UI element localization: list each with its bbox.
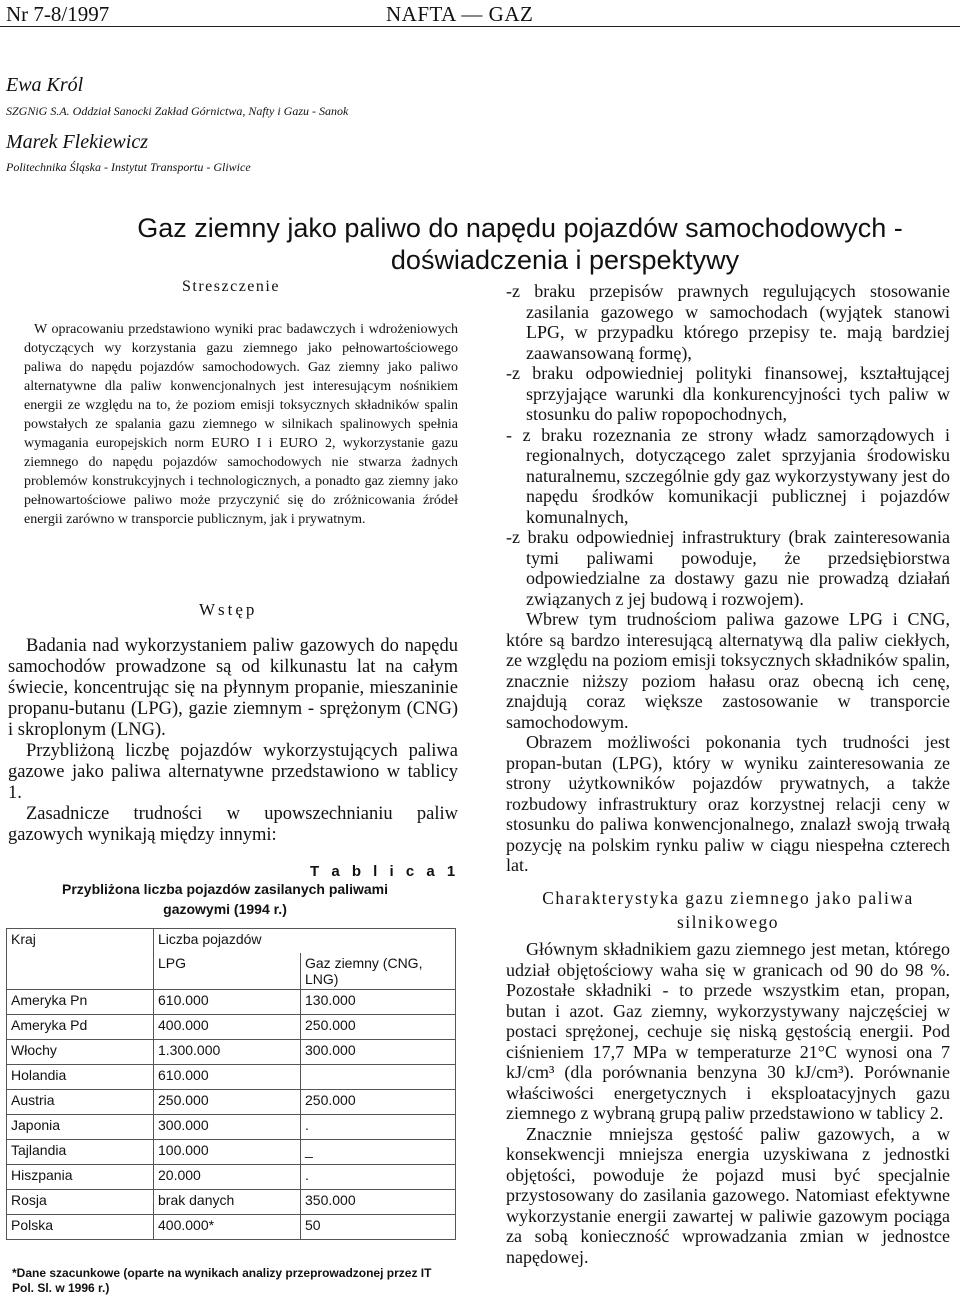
header-count: Liczba pojazdów bbox=[154, 929, 456, 954]
table-row bbox=[7, 990, 456, 1015]
cell-lpg: brak danych bbox=[154, 1190, 301, 1215]
cell-lpg: 610.000 bbox=[154, 990, 301, 1015]
journal-title: NAFTA — GAZ bbox=[386, 2, 534, 26]
table-row bbox=[7, 1215, 456, 1240]
table-row bbox=[7, 1190, 456, 1215]
cell-gas: 250.000 bbox=[301, 1090, 456, 1115]
cell-gas bbox=[301, 1065, 456, 1090]
article-title bbox=[80, 212, 960, 276]
abstract-text: W opracowaniu przedstawiono wyniki prac badawczych i wdrożeniowych dotyczących wy korzystania gazu ziemnego jako pełnowartościowego paliwa do napędu pojazdów samochodowych. Gaz ziemny jako paliwo alternatywne dla paliw konwencjonalnych jest interesującym nośnikiem energii ze względu na to, że poziom emisji toksycznych składników spalin powstałych ze spalania gazu ziemnego w silnikach spalinowych spełnia wymagania europejskich norm EURO I i EURO 2, wykorzystanie gazu ziemnego do napędu pojazdów samochodowych nie stwarza żadnych problemów konstrukcyjnych i technologicznych, a ponadto gaz ziemny jako pełnowartościowe paliwo może przyczynić się do zróżnicowania źródeł energii zarówno w transporcie publicznym, jak i prywatnym. bbox=[24, 322, 458, 527]
difficulty-item: -z braku odpowiedniej infrastruktury (brak zainteresowania tymi paliwami powoduje, że przedsiębiorstwa odpowiedzialne za dostawy gazu nie prowadzą działań związanych z jej budową i rozwojem). bbox=[506, 527, 950, 609]
cell-gas: 250.000 bbox=[301, 1015, 456, 1040]
cell-gas: 350.000 bbox=[301, 1190, 456, 1215]
cell-country: Tajlandia bbox=[7, 1140, 154, 1165]
cell-gas: 300.000 bbox=[301, 1040, 456, 1065]
abstract-heading: Streszczenie bbox=[182, 278, 280, 295]
author-name: Marek Flekiewicz bbox=[6, 131, 148, 153]
cell-lpg: 300.000 bbox=[154, 1115, 301, 1140]
cell-country: Włochy bbox=[7, 1040, 154, 1065]
intro-paragraph: Badania nad wykorzystaniem paliw gazowych do napędu samochodów prowadzone są od kilkunastu lat na całym świecie, koncentrując się na płynnym propanie, mieszaninie propanu-butanu (LPG), gazie ziemnym - sprężonym (CNG) i skroplonym (LNG). bbox=[8, 636, 458, 740]
header-lpg: LPG bbox=[154, 953, 301, 990]
cell-lpg: 250.000 bbox=[154, 1090, 301, 1115]
body-paragraph: Znacznie mniejsza gęstość paliw gazowych, a w konsekwencji mniejsza energia uzyskiwana z jednostki objętości, powoduje że pojazd musi być specjalnie przystosowany do zasilania gazowego. Natomiast efektywne wykorzystanie energii zawartej w paliwie gazowym pociąga za sobą konieczność wprowadzania zmian w jednostce napędowej. bbox=[506, 1123, 950, 1267]
table-row bbox=[7, 1065, 456, 1090]
vehicles-table bbox=[6, 928, 456, 1240]
cell-country: Austria bbox=[7, 1090, 154, 1115]
cell-country: Hiszpania bbox=[7, 1165, 154, 1190]
cell-lpg: 20.000 bbox=[154, 1165, 301, 1190]
intro-paragraph: Przybliżoną liczbę pojazdów wykorzystujących paliwa gazowe jako paliwa alternatywne przedstawiono w tablicy 1. bbox=[8, 741, 458, 803]
cell-lpg: 1.300.000 bbox=[154, 1040, 301, 1065]
cell-gas: 50 bbox=[301, 1215, 456, 1240]
intro-paragraph: Zasadnicze trudności w upowszechnianiu paliw gazowych wynikają między innymi: bbox=[8, 804, 458, 845]
table-caption: Przybliżona liczba pojazdów zasilanych paliwami gazowymi (1994 r.) bbox=[62, 881, 388, 917]
cell-country: Holandia bbox=[7, 1065, 154, 1090]
author-affiliation: Politechnika Śląska - Instytut Transportu - Gliwice bbox=[6, 160, 251, 174]
author-affiliation: SZGNiG S.A. Oddział Sanocki Zakład Górnictwa, Nafty i Gazu - Sanok bbox=[6, 104, 349, 118]
cell-lpg: 400.000* bbox=[154, 1215, 301, 1240]
difficulty-item: -z braku odpowiedniej polityki finansowej, kształtującej sprzyjające warunki dla konkurencyjności tych paliw w stosunku do paliw ropopochodnych, bbox=[506, 363, 950, 424]
intro-section bbox=[8, 636, 458, 846]
section-heading: Charakterystyka gazu ziemnego jako paliwa silnikowego bbox=[542, 888, 914, 932]
title-line: Gaz ziemny jako paliwo do napędu pojazdów samochodowych - bbox=[137, 213, 903, 243]
intro-heading: Wstęp bbox=[199, 600, 258, 619]
cell-country: Polska bbox=[7, 1215, 154, 1240]
table-row bbox=[7, 1140, 456, 1165]
table-row bbox=[7, 1115, 456, 1140]
cell-lpg: 610.000 bbox=[154, 1065, 301, 1090]
header-gas: Gaz ziemny (CNG, LNG) bbox=[301, 953, 456, 990]
header-country: Kraj bbox=[7, 929, 154, 990]
table-header-row bbox=[7, 929, 456, 954]
cell-country: Ameryka Pn bbox=[7, 990, 154, 1015]
difficulties-section bbox=[506, 281, 950, 876]
table-label: T a b l i c a 1 bbox=[310, 863, 460, 880]
cell-gas: _ bbox=[301, 1140, 456, 1165]
issue-number: Nr 7-8/1997 bbox=[6, 2, 110, 26]
table-row bbox=[7, 1090, 456, 1115]
author-name: Ewa Król bbox=[6, 74, 84, 96]
cell-gas: . bbox=[301, 1165, 456, 1190]
table-row bbox=[7, 1015, 456, 1040]
cell-lpg: 100.000 bbox=[154, 1140, 301, 1165]
difficulty-item: -z braku przepisów prawnych regulujących stosowanie zasilania gazowego w samochodach (wyjątek stanowi LPG, w przypadku którego przepisy te. mają bardziej zaawansowaną formę), bbox=[506, 281, 950, 363]
table-row bbox=[7, 1165, 456, 1190]
cell-country: Rosja bbox=[7, 1190, 154, 1215]
cell-gas: . bbox=[301, 1115, 456, 1140]
cell-country: Ameryka Pd bbox=[7, 1015, 154, 1040]
table-row bbox=[7, 1040, 456, 1065]
cell-gas: 130.000 bbox=[301, 990, 456, 1015]
difficulty-item: - z braku rozeznania ze strony władz samorządowych i regionalnych, dotyczącego zalet sprzyjania środowisku naturalnemu, szczególnie gdy gaz wykorzystywany jest do napędu środków komunikacji publicznej i pojazdów komunalnych, bbox=[506, 424, 950, 527]
body-paragraph: Wbrew tym trudnościom paliwa gazowe LPG i CNG, które są bardzo interesującą alternatywą dla paliw ciekłych, ze względu na poziom emisji toksycznych składników spalin, znacznie niższy poziom hałasu oraz obecną ich cenę, znajdują coraz większe zastosowanie w transporcie samochodowym. bbox=[506, 609, 950, 732]
title-line: doświadczenia i perspektywy bbox=[390, 245, 740, 275]
characteristics-section bbox=[506, 939, 950, 1267]
table-footnote: *Dane szacunkowe (oparte na wynikach analizy przeprowadzonej przez IT Pol. Sl. w 1996 r.) bbox=[12, 1266, 432, 1295]
cell-lpg: 400.000 bbox=[154, 1015, 301, 1040]
cell-country: Japonia bbox=[7, 1115, 154, 1140]
body-paragraph: Obrazem możliwości pokonania tych trudności jest propan-butan (LPG), który w wyniku zainteresowania ze strony użytkowników pojazdów prywatnych, a także rozbudowy infrastruktury oraz korzystnej relacji ceny w stosunku do paliwa konwencjonalnego, znalazł swoją trwałą pozycję na polskim rynku paliw w ciągu niespełna czterech lat. bbox=[506, 732, 950, 875]
body-paragraph: Głównym składnikiem gazu ziemnego jest metan, którego udział objętościowy waha się w granicach od 90 do 98 %. Pozostałe składniki - to przede wszystkim etan, propan, butan i azot. Gaz ziemny, wykorzystywany najczęściej w postaci sprężonej, cechuje się niską gęstością energii. Pod ciśnieniem 17,7 MPa w temperaturze 21°C wynosi ona 7 kJ/cm³ (dla porównania benzyna 30 kJ/cm³). Porównanie właściwości energetycznych i eksploatacyjnych gazu ziemnego z wybraną grupą paliw przedstawiono w tablicy 2. bbox=[506, 939, 950, 1123]
